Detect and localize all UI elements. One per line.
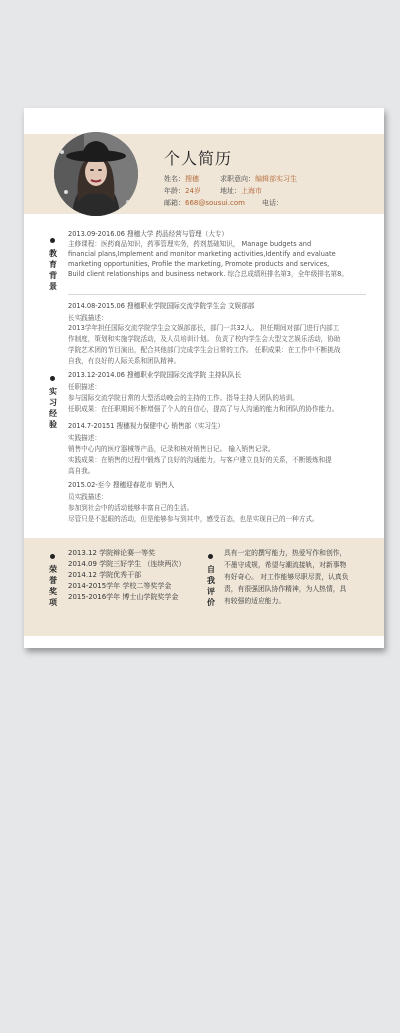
profile-photo xyxy=(54,132,138,216)
internship-line: 2014.7-20151 搜穗视力保健中心 销售部（实习生） xyxy=(68,422,225,430)
award-item: 2014-2015学年 学校二等奖学金 xyxy=(68,582,172,590)
internship-line: 销售中心内的医疗器械等产品，记录和核对销售日记。 输入销售记录。 xyxy=(68,445,275,453)
award-item: 2014.09 学院三好学生 （连续两次） xyxy=(68,560,186,568)
internship-line: 2015.02-至今 搜穗迎春花市 销售人 xyxy=(68,481,175,489)
internship-line: 实践成果：在销售的过程中锻炼了良好的沟通能力，与客户建立良好的关系，不断锻炼和提 xyxy=(68,456,332,464)
self-eval-section-label: 自 我 评 价 xyxy=(207,565,215,607)
internship-line: 实践描述： xyxy=(68,434,101,442)
honors-bullet xyxy=(50,554,55,559)
education-line: financial plans,Implement and monitor marketing activities,Identify and evaluate xyxy=(68,250,336,258)
internship-line: 参与国际交流学院日常的大型活动晚会的主持的工作。指导主持人团队的培训。 xyxy=(68,394,299,402)
internship-line: 2013.12-2014.06 搜穗职业学院国际交流学院 主持队队长 xyxy=(68,371,242,379)
self-eval-line: 不墨守成规，希望与潮流接轨，对新事物 xyxy=(224,561,347,569)
internship-line: 2013学年担任国际交流学院学生会文娱部部长，部门一共32人。 担任期间对部门进行内部工 xyxy=(68,324,340,332)
self-eval-bullet xyxy=(208,554,213,559)
honors-section-label: 荣 誉 奖 项 xyxy=(49,565,57,607)
internship-line: 高自我。 xyxy=(68,467,95,475)
page-title: 个人简历 xyxy=(164,149,233,168)
section-divider xyxy=(68,294,366,295)
internship-line: 参加到社会中的活动能够丰富自己的生活。 xyxy=(68,504,194,512)
self-eval-line: 具有一定的撰写能力，热爱写作和创作， xyxy=(224,549,347,557)
education-line: Build client relationships and business network. 综合总成绩班排名第3，全年级排名第8。 xyxy=(68,270,348,278)
self-eval-line: 责，有很强团队协作精神，为人热情，具 xyxy=(224,585,347,593)
internship-line: 员实践描述： xyxy=(68,493,108,501)
internship-line: 自我，有良好的人际关系和团队精神。 xyxy=(68,357,181,365)
award-item: 2014.12 学院优秀干部 xyxy=(68,571,142,579)
phone-field: 电话： xyxy=(262,199,283,207)
portrait-image xyxy=(54,132,138,216)
education-section-label: 教 育 背 景 xyxy=(49,249,57,291)
internship-bullet xyxy=(50,376,55,381)
internship-line: 作制度，策划和实施学院活动，及人员培训计划。 负责了校内学生会大型文艺娱乐活动，协助 xyxy=(68,335,341,343)
email-field: 邮箱：668@sousui.com xyxy=(164,199,245,207)
age-field: 年龄：24岁 xyxy=(164,187,201,195)
internship-line: 长实践描述： xyxy=(68,314,108,322)
address-field: 地址：上海市 xyxy=(220,187,262,195)
internship-line: 任职成果：在任职期间不断增强了个人的自信心，提高了与人沟通的能力和团队的协作能力。 xyxy=(68,405,339,413)
education-line: marketing opportunities, Profile the marketing, Promote products and services, xyxy=(68,260,330,268)
internship-line: 2014.08-2015.06 搜穗职业学院国际交流学院学生会 文娱部部 xyxy=(68,302,255,310)
self-eval-line: 有好奇心。 对工作能够尽职尽责，认真负 xyxy=(224,573,349,581)
education-bullet xyxy=(50,238,55,243)
award-item: 2015-2016学年 博士山学院奖学金 xyxy=(68,593,179,601)
self-eval-line: 有较强的适应能力。 xyxy=(224,597,286,605)
education-line: 2013.09-2016.06 搜穗大学 药品经营与管理（大专） xyxy=(68,230,229,238)
internship-line: 尽管只是不起眼的活动，但是能够参与到其中，感受百态，也是实现自己的一种方式。 xyxy=(68,515,319,523)
education-line: 主修课程：医药商品知识，药事管理实务，药剂基础知识， Manage budgets and xyxy=(68,240,312,248)
internship-line: 学院艺术团的节目演出，配合其他部门完成学生会日常的工作。 任职成果：在工作中不断挑战 xyxy=(68,346,341,354)
intent-field: 求职意向：编辑部实习生 xyxy=(220,175,297,183)
internship-section-label: 实 习 经 验 xyxy=(49,387,57,429)
award-item: 2013.12 学院辩论赛一等奖 xyxy=(68,549,156,557)
internship-line: 任职描述： xyxy=(68,383,101,391)
name-field: 姓名：搜穗 xyxy=(164,175,199,183)
resume-paper xyxy=(24,108,384,648)
